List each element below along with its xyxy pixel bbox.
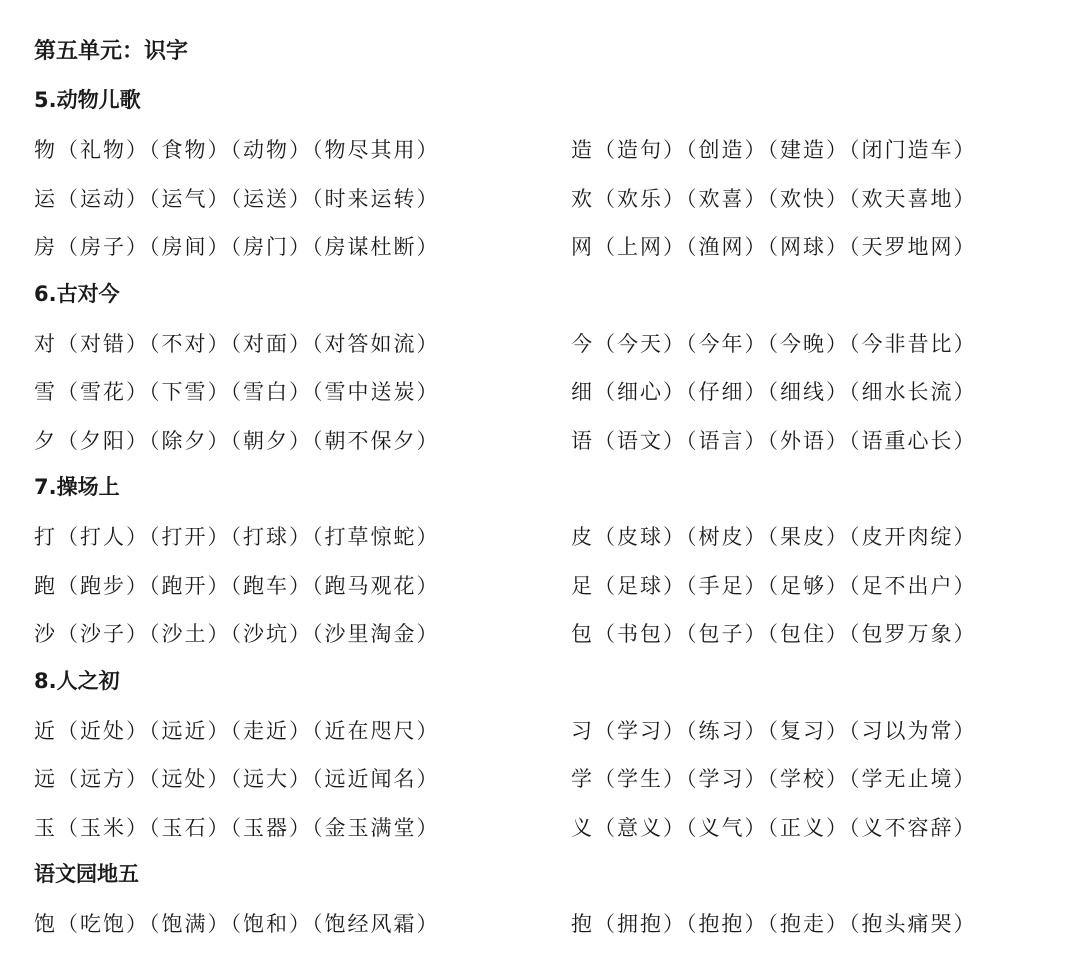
lesson-section — [34, 852, 1054, 949]
word-entry: 运（运动）（运气）（运送）（时来运转） — [34, 186, 440, 211]
word-row — [34, 223, 1054, 272]
word-entry: 雪（雪花）（下雪）（雪白）（雪中送炭） — [34, 380, 440, 404]
word-row — [34, 610, 1054, 659]
word-entry: 足（足球）（手足）（足够）（足不出户） — [571, 573, 977, 598]
word-entry: 习（学习）（练习）（复习）（习以为常） — [571, 718, 977, 743]
word-entry: 对（对错）（不对）（对面）（对答如流） — [34, 331, 440, 356]
lesson-section — [34, 465, 1054, 659]
word-entry: 夕（夕阳）（除夕）（朝夕）（朝不保夕） — [34, 428, 440, 453]
word-entry: 沙（沙子）（沙土）（沙坑）（沙里淘金） — [34, 622, 440, 646]
word-entry: 物（礼物）（食物）（动物）（物尽其用） — [34, 138, 440, 162]
word-entry: 近（近处）（远近）（走近）（近在咫尺） — [34, 718, 440, 743]
word-row — [34, 368, 1054, 417]
lesson-section — [34, 272, 1054, 466]
lesson-section — [34, 78, 1054, 272]
word-row — [34, 320, 1054, 369]
lesson-title: 5.动物儿歌 — [34, 88, 141, 112]
word-row — [34, 707, 1054, 756]
word-entry: 欢（欢乐）（欢喜）（欢快）（欢天喜地） — [571, 186, 977, 211]
word-row — [34, 126, 1054, 175]
word-row — [34, 755, 1054, 804]
word-entry: 今（今天）（今年）（今晚）（今非昔比） — [571, 331, 977, 356]
word-entry: 皮（皮球）（树皮）（果皮）（皮开肉绽） — [571, 525, 977, 549]
lesson-title: 7.操场上 — [34, 475, 120, 499]
word-row — [34, 417, 1054, 466]
word-entry: 学（学生）（学习）（学校）（学无止境） — [571, 767, 977, 791]
word-entry: 远（远方）（远处）（远大）（远近闻名） — [34, 767, 440, 791]
word-entry: 网（上网）（渔网）（网球）（天罗地网） — [571, 235, 977, 259]
lesson-section — [34, 659, 1054, 853]
document — [34, 30, 1054, 949]
word-row — [34, 175, 1054, 224]
word-entry: 义（意义）（义气）（正义）（义不容辞） — [571, 815, 977, 840]
lesson-title: 语文园地五 — [34, 862, 139, 886]
word-row — [34, 513, 1054, 562]
lesson-title: 6.古对今 — [34, 281, 120, 306]
word-entry: 细（细心）（仔细）（细线）（细水长流） — [571, 380, 977, 404]
word-entry: 包（书包）（包子）（包住）（包罗万象） — [571, 622, 977, 646]
word-entry: 造（造句）（创造）（建造）（闭门造车） — [571, 138, 977, 162]
word-entry: 语（语文）（语言）（外语）（语重心长） — [571, 428, 977, 453]
word-row — [34, 562, 1054, 611]
word-entry: 跑（跑步）（跑开）（跑车）（跑马观花） — [34, 573, 440, 598]
word-entry: 玉（玉米）（玉石）（玉器）（金玉满堂） — [34, 815, 440, 840]
word-entry: 房（房子）（房间）（房门）（房谋杜断） — [34, 235, 440, 259]
word-entry: 打（打人）（打开）（打球）（打草惊蛇） — [34, 525, 440, 549]
word-entry: 抱（拥抱）（抱抱）（抱走）（抱头痛哭） — [571, 912, 977, 936]
word-row — [34, 900, 1054, 949]
word-entry: 饱（吃饱）（饱满）（饱和）（饱经风霜） — [34, 912, 440, 936]
lesson-title: 8.人之初 — [34, 668, 120, 693]
unit-title: 第五单元：识字 — [34, 39, 189, 64]
word-row — [34, 804, 1054, 853]
